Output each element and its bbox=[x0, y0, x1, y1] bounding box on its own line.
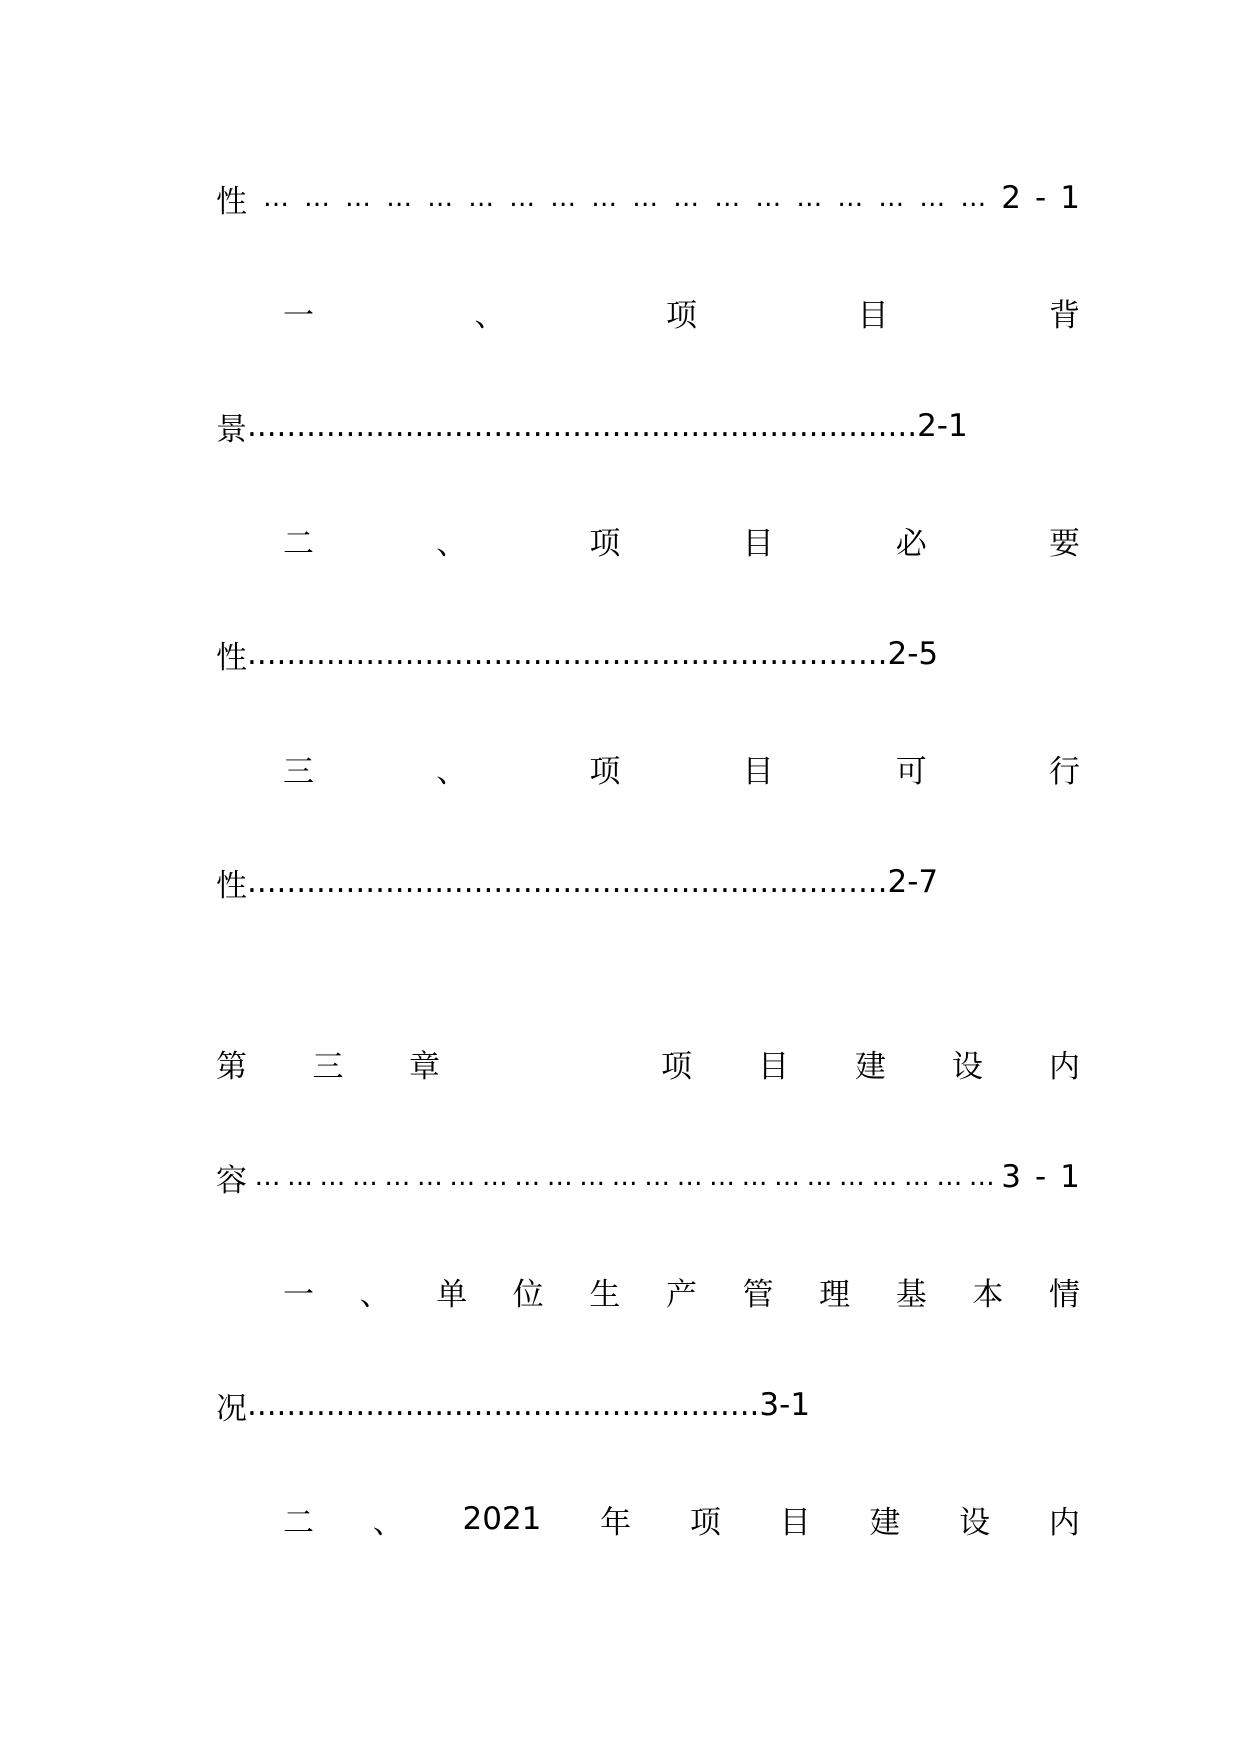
toc-chapter-3-left[interactable] bbox=[216, 1035, 440, 1091]
heading-char: 设 bbox=[959, 1504, 991, 1541]
heading-char: 理 bbox=[819, 1276, 851, 1313]
heading-char: 位 bbox=[512, 1276, 544, 1313]
leader-dots: .................................................... bbox=[247, 1387, 760, 1423]
page-token: - bbox=[1035, 180, 1047, 216]
toc-entry-chapter-3-page[interactable] bbox=[216, 1149, 1080, 1205]
heading-char: 必 bbox=[895, 525, 927, 562]
leader-dot: … bbox=[796, 183, 822, 213]
toc-heading-project-necessity[interactable] bbox=[283, 512, 1080, 568]
leader-dot: … bbox=[509, 183, 535, 213]
heading-char: 项 bbox=[589, 753, 621, 790]
chapter-char: 第 bbox=[216, 1048, 247, 1085]
heading-char: 基 bbox=[895, 1276, 927, 1313]
heading-char: 本 bbox=[972, 1276, 1004, 1313]
leader-dot: … bbox=[741, 1162, 767, 1192]
heading-char: 背 bbox=[1049, 297, 1080, 334]
leader-dot: … bbox=[903, 1162, 929, 1192]
heading-char: 、 bbox=[372, 1504, 404, 1541]
heading-char: 单 bbox=[436, 1276, 468, 1313]
leader-dot: … bbox=[514, 1162, 540, 1192]
leader-dot: … bbox=[673, 183, 699, 213]
leader-dot: … bbox=[611, 1162, 637, 1192]
leader-dot: … bbox=[709, 1162, 735, 1192]
leader-dot: … bbox=[304, 183, 330, 213]
leader-dots: ................................................................. bbox=[247, 636, 888, 672]
leader-dot: … bbox=[550, 183, 576, 213]
leader-dot: … bbox=[319, 1162, 345, 1192]
page-token: 1 bbox=[1060, 180, 1080, 216]
heading-char: 三 bbox=[283, 753, 314, 790]
leader-dot: … bbox=[838, 1162, 864, 1192]
leader-dot: … bbox=[254, 1162, 280, 1192]
toc-entry-unit-production-management-page[interactable] bbox=[216, 1377, 810, 1433]
heading-char: 、 bbox=[436, 525, 468, 562]
leader-dots: ................................................................. bbox=[247, 864, 888, 900]
leader-dot: … bbox=[773, 1162, 799, 1192]
leader-dot: … bbox=[644, 1162, 670, 1192]
heading-char: 目 bbox=[857, 297, 889, 334]
leader-dot: … bbox=[837, 183, 863, 213]
chapter-char: 章 bbox=[409, 1048, 440, 1085]
leader-dot: … bbox=[546, 1162, 572, 1192]
heading-char: 目 bbox=[742, 753, 774, 790]
toc-entry-label: 性 bbox=[216, 183, 247, 220]
leader-dot: … bbox=[871, 1162, 897, 1192]
leader-dot: … bbox=[386, 183, 412, 213]
heading-char: 目 bbox=[779, 1504, 811, 1541]
page-token: 3 bbox=[1001, 1159, 1021, 1195]
leader-dot: … bbox=[968, 1162, 994, 1192]
toc-entry-label: 性 bbox=[216, 867, 247, 904]
leader-dot: … bbox=[878, 183, 904, 213]
heading-char: 要 bbox=[1048, 525, 1080, 562]
leader-dot: … bbox=[416, 1162, 442, 1192]
leader-dot: … bbox=[806, 1162, 832, 1192]
heading-char: 生 bbox=[589, 1276, 621, 1313]
heading-char: 情 bbox=[1048, 1276, 1080, 1313]
leader-dot: … bbox=[351, 1162, 377, 1192]
toc-page-number bbox=[1001, 180, 1080, 216]
heading-char: 年 bbox=[600, 1504, 632, 1541]
toc-entry-label: 容 bbox=[216, 1162, 247, 1199]
toc-page-number: 3-1 bbox=[759, 1387, 811, 1423]
toc-page-number: 2-7 bbox=[887, 864, 939, 900]
heading-char: 二 bbox=[283, 1504, 314, 1541]
toc-chapter-3-right[interactable] bbox=[661, 1035, 1080, 1091]
toc-entry-2-necessity-continued[interactable] bbox=[216, 170, 1080, 226]
toc-entry-project-background-page[interactable] bbox=[216, 398, 968, 454]
leader-dot: … bbox=[714, 183, 740, 213]
leader-dot: … bbox=[449, 1162, 475, 1192]
heading-char: 项 bbox=[689, 1504, 721, 1541]
leader-dot: … bbox=[960, 183, 986, 213]
leader-dot: … bbox=[286, 1162, 312, 1192]
toc-heading-project-feasibility[interactable] bbox=[283, 740, 1080, 796]
heading-char: 、 bbox=[359, 1276, 391, 1313]
toc-page-number: 2-1 bbox=[917, 408, 968, 444]
heading-char: 产 bbox=[665, 1276, 697, 1313]
heading-char: 内 bbox=[1048, 1504, 1080, 1541]
heading-year: 2021 bbox=[462, 1501, 542, 1537]
leader-dot: … bbox=[384, 1162, 410, 1192]
leader-dot: … bbox=[427, 183, 453, 213]
heading-char: 可 bbox=[895, 753, 927, 790]
toc-entry-label: 况 bbox=[216, 1390, 247, 1427]
heading-char: 行 bbox=[1048, 753, 1080, 790]
heading-char: 建 bbox=[869, 1504, 901, 1541]
toc-entry-project-necessity-page[interactable] bbox=[216, 626, 938, 682]
toc-entry-label: 景 bbox=[216, 411, 247, 448]
heading-char: 一 bbox=[283, 297, 314, 334]
heading-char: 管 bbox=[742, 1276, 774, 1313]
chapter-char: 项 bbox=[661, 1048, 692, 1085]
leader-dot: … bbox=[919, 183, 945, 213]
toc-heading-2021-project-construction[interactable] bbox=[283, 1491, 1080, 1547]
leader-dot: … bbox=[676, 1162, 702, 1192]
leader-dot: … bbox=[579, 1162, 605, 1192]
heading-char: 、 bbox=[436, 753, 468, 790]
toc-entry-project-feasibility-page[interactable] bbox=[216, 854, 938, 910]
toc-page-number: 2-5 bbox=[887, 636, 939, 672]
chapter-char: 建 bbox=[855, 1048, 886, 1085]
leader-dot: … bbox=[345, 183, 371, 213]
leader-dot: … bbox=[468, 183, 494, 213]
toc-heading-unit-production-management[interactable] bbox=[283, 1263, 1080, 1319]
page-token: 1 bbox=[1060, 1159, 1080, 1195]
chapter-char: 内 bbox=[1049, 1048, 1080, 1085]
heading-char: 项 bbox=[589, 525, 621, 562]
leader-dot: … bbox=[481, 1162, 507, 1192]
leader-dot: … bbox=[755, 183, 781, 213]
leader-dot: … bbox=[936, 1162, 962, 1192]
page-token: 2 bbox=[1001, 180, 1022, 216]
leader-dot: … bbox=[263, 183, 289, 213]
leader-dots: .................................................................... bbox=[247, 408, 918, 444]
toc-heading-project-background[interactable] bbox=[283, 284, 1080, 340]
chapter-char: 目 bbox=[758, 1048, 789, 1085]
chapter-char: 设 bbox=[952, 1048, 983, 1085]
page-token: - bbox=[1034, 1159, 1047, 1195]
leader-dot: … bbox=[591, 183, 617, 213]
heading-char: 、 bbox=[474, 297, 506, 334]
heading-char: 项 bbox=[666, 297, 697, 334]
toc-entry-label: 性 bbox=[216, 639, 247, 676]
chapter-char: 三 bbox=[312, 1048, 344, 1085]
heading-char: 一 bbox=[283, 1276, 314, 1313]
heading-char: 目 bbox=[742, 525, 774, 562]
heading-char: 二 bbox=[283, 525, 314, 562]
leader-dot: … bbox=[632, 183, 658, 213]
toc-page-number bbox=[1001, 1159, 1080, 1195]
